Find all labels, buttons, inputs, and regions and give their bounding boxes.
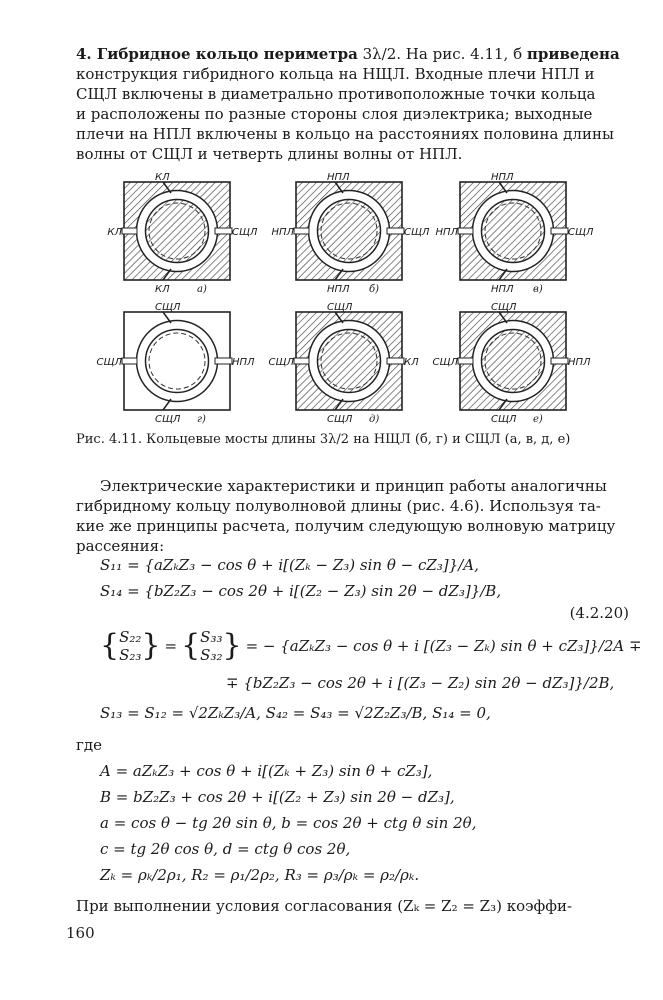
text-line: конструкция гибридного кольца на НЩЛ. Входные плечи НПЛ и xyxy=(76,65,595,83)
feed-left xyxy=(122,358,137,364)
feed-right xyxy=(551,228,568,234)
panel-sub-label: д) xyxy=(369,414,380,425)
ring-bridge-figure xyxy=(96,172,594,430)
feed-left xyxy=(294,228,309,234)
port-label-left: НПЛ xyxy=(435,227,458,238)
equation-s14: S₁₄ = {bZ₂Z₃ − cos 2θ + i[(Z₂ − Z₃) sin 2θ − dZ₃]}/B, xyxy=(100,582,502,600)
equation-A: A = aZₖZ₃ + cos θ + i[(Zₖ + Z₃) sin θ + cZ₃], xyxy=(100,762,433,780)
panel-d xyxy=(269,302,420,425)
where-label: где xyxy=(76,736,102,754)
port-label-right: НПЛ xyxy=(232,357,255,368)
panel-sub-label: е) xyxy=(533,414,543,425)
port-label-bottom: СЩЛ xyxy=(327,414,353,425)
port-label-right: КЛ xyxy=(404,357,419,368)
feed-left xyxy=(294,358,309,364)
port-label-left: СЩЛ xyxy=(96,357,122,368)
panel-g xyxy=(97,302,255,425)
equation-s11: S₁₁ = {aZₖZ₃ − cos θ + i[(Zₖ − Z₃) sin θ − cZ₃]}/A, xyxy=(100,556,479,574)
port-label-bottom: НПЛ xyxy=(327,284,350,295)
panel-sub-label: а) xyxy=(197,284,207,295)
ring-inner-edge xyxy=(146,330,209,393)
port-label-top: НПЛ xyxy=(327,172,350,183)
matrix-s23: S₂₃ xyxy=(119,646,142,664)
port-label-top: НПЛ xyxy=(491,172,514,183)
equation-number: (4.2.20) xyxy=(569,604,629,622)
matrix-line-1: = − {aZₖZ₃ − cos θ + i [(Z₃ − Zₖ) sin θ + cZ₃]}/2A ∓ xyxy=(245,637,642,655)
text-line: гибридному кольцу полуволновой длины (рис. 4.6). Используя та- xyxy=(76,497,601,515)
body-paragraph xyxy=(76,476,629,556)
port-label-top: СЩЛ xyxy=(155,302,181,313)
text-line: волны от СЩЛ и четверть длины волны от НПЛ. xyxy=(76,145,463,163)
feed-left xyxy=(122,228,137,234)
equation-B: B = bZ₂Z₃ + cos 2θ + i[(Z₂ + Z₃) sin 2θ − dZ₃], xyxy=(100,788,455,806)
port-label-right: СЩЛ xyxy=(232,227,258,238)
page-number: 160 xyxy=(66,924,95,942)
port-label-left: СЩЛ xyxy=(432,357,458,368)
section-heading-bold2: приведена xyxy=(526,45,620,63)
text-line: рассеяния: xyxy=(76,537,165,555)
panel-sub-label: г) xyxy=(197,414,206,425)
port-label-bottom: КЛ xyxy=(155,284,170,295)
ring-inner-edge xyxy=(318,330,381,393)
text-line: Электрические характеристики и принцип работы аналогичны xyxy=(100,477,607,495)
ring-inner-edge xyxy=(318,200,381,263)
equation-ab: a = cos θ − tg 2θ sin θ, b = cos 2θ + ctg θ sin 2θ, xyxy=(100,814,477,832)
panel-v xyxy=(435,172,593,295)
matrix-block: { S₂₂ S₂₃ } = { S₃₃ S₃₂ } = − {aZₖZ₃ − cos θ + i [(Z₃ − Zₖ) sin θ + cZ₃]}/2A ∓ xyxy=(100,628,642,664)
text-line: СЩЛ включены в диаметрально противоположные точки кольца xyxy=(76,85,596,103)
port-label-bottom: НПЛ xyxy=(491,284,514,295)
equation-Z: Zₖ = ρₖ/2ρ₁, R₂ = ρ₁/2ρ₂, R₃ = ρ₃/ρₖ = ρ₂/ρₖ. xyxy=(100,866,420,884)
panel-sub-label: в) xyxy=(533,284,543,295)
text-line: кие же принципы расчета, получим следующую волновую матрицу xyxy=(76,517,616,535)
equation-cd: c = tg 2θ cos θ, d = ctg θ cos 2θ, xyxy=(100,840,351,858)
feed-right xyxy=(551,358,568,364)
ring-inner-edge xyxy=(146,200,209,263)
feed-right xyxy=(387,228,404,234)
port-label-right: СЩЛ xyxy=(404,227,430,238)
panel-a xyxy=(107,172,258,295)
feed-right xyxy=(215,358,232,364)
section-paragraph xyxy=(76,44,629,164)
matrix-s33: S₃₃ xyxy=(200,628,223,646)
port-label-right: СЩЛ xyxy=(568,227,594,238)
text-line: и расположены по разные стороны слоя диэлектрика; выходные xyxy=(76,105,593,123)
port-label-left: НПЛ xyxy=(271,227,294,238)
last-line: При выполнении условия согласования (Zₖ = Z₂ = Z₃) коэффи- xyxy=(76,897,573,915)
figure-caption: Рис. 4.11. Кольцевые мосты длины 3λ/2 на НЩЛ (б, г) и СЩЛ (а, в, д, е) xyxy=(76,432,571,447)
feed-left xyxy=(458,358,473,364)
panel-b xyxy=(271,172,429,295)
matrix-s32: S₃₂ xyxy=(200,646,223,664)
port-label-bottom: СЩЛ xyxy=(491,414,517,425)
port-label-bottom: СЩЛ xyxy=(155,414,181,425)
port-label-left: КЛ xyxy=(107,227,122,238)
port-label-top: СЩЛ xyxy=(327,302,353,313)
section-heading-line xyxy=(76,44,629,64)
section-heading: 4. Гибридное кольцо периметра xyxy=(76,45,358,63)
section-heading-tail: 3λ/2. На рис. 4.11, б xyxy=(362,45,523,63)
port-label-top: КЛ xyxy=(155,172,170,183)
port-label-left: СЩЛ xyxy=(268,357,294,368)
matrix-s22: S₂₂ xyxy=(119,628,142,646)
text-line: плечи на НПЛ включены в кольцо на расстояниях половина длины xyxy=(76,125,614,143)
port-label-top: СЩЛ xyxy=(491,302,517,313)
matrix-line-2: ∓ {bZ₂Z₃ − cos 2θ + i [(Z₃ − Z₂) sin 2θ − dZ₃]}/2B, xyxy=(226,674,615,692)
ring-inner-edge xyxy=(482,200,545,263)
feed-left xyxy=(458,228,473,234)
feed-right xyxy=(215,228,232,234)
panel-sub-label: б) xyxy=(369,284,380,295)
equation-s13: S₁₃ = S₁₂ = √2ZₖZ₃/A, S₄₂ = S₄₃ = √2Z₂Z₃/B, S₁₄ = 0, xyxy=(100,704,491,722)
ring-inner-edge xyxy=(482,330,545,393)
port-label-right: НПЛ xyxy=(568,357,591,368)
panel-e xyxy=(433,302,591,425)
feed-right xyxy=(387,358,404,364)
